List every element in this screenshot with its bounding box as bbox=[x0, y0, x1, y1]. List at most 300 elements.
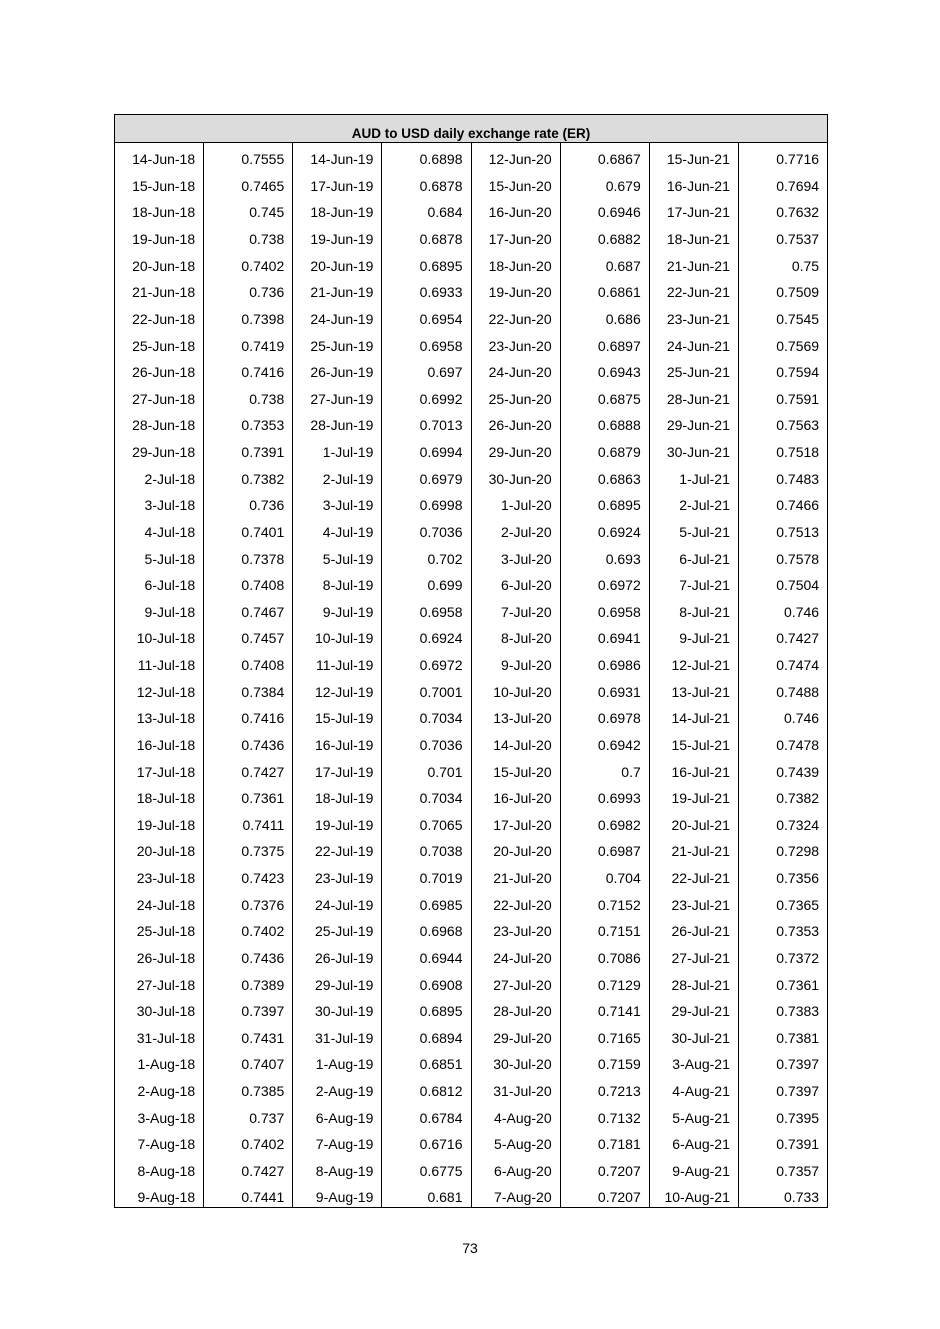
rate-cell: 0.7038 bbox=[382, 835, 471, 862]
date-cell: 4-Aug-20 bbox=[471, 1101, 560, 1128]
rate-cell: 0.746 bbox=[738, 702, 827, 729]
table-row bbox=[115, 356, 828, 383]
date-cell: 16-Jun-21 bbox=[649, 169, 738, 196]
date-cell: 25-Jun-19 bbox=[293, 329, 382, 356]
date-cell: 2-Aug-18 bbox=[115, 1074, 204, 1101]
date-cell: 1-Aug-19 bbox=[293, 1048, 382, 1075]
rate-cell: 0.7353 bbox=[738, 915, 827, 942]
rate-cell: 0.7298 bbox=[738, 835, 827, 862]
rate-cell: 0.6944 bbox=[382, 941, 471, 968]
date-cell: 9-Jul-18 bbox=[115, 595, 204, 622]
date-cell: 23-Jul-21 bbox=[649, 888, 738, 915]
date-cell: 20-Jun-18 bbox=[115, 249, 204, 276]
rate-cell: 0.7397 bbox=[738, 1048, 827, 1075]
date-cell: 14-Jul-21 bbox=[649, 702, 738, 729]
rate-cell: 0.7431 bbox=[204, 1021, 293, 1048]
rate-cell: 0.681 bbox=[382, 1181, 471, 1208]
table-row bbox=[115, 435, 828, 462]
date-cell: 18-Jul-19 bbox=[293, 782, 382, 809]
date-cell: 20-Jul-20 bbox=[471, 835, 560, 862]
date-cell: 12-Jul-21 bbox=[649, 648, 738, 675]
date-cell: 26-Jun-20 bbox=[471, 409, 560, 436]
date-cell: 30-Jul-20 bbox=[471, 1048, 560, 1075]
rate-cell: 0.6992 bbox=[382, 382, 471, 409]
rate-cell: 0.7357 bbox=[738, 1154, 827, 1181]
date-cell: 23-Jul-19 bbox=[293, 861, 382, 888]
rate-cell: 0.7408 bbox=[204, 569, 293, 596]
rate-cell: 0.7001 bbox=[382, 675, 471, 702]
date-cell: 29-Jun-20 bbox=[471, 435, 560, 462]
date-cell: 12-Jul-18 bbox=[115, 675, 204, 702]
date-cell: 28-Jul-21 bbox=[649, 968, 738, 995]
rate-cell: 0.7036 bbox=[382, 515, 471, 542]
date-cell: 20-Jul-21 bbox=[649, 808, 738, 835]
rate-cell: 0.6895 bbox=[382, 995, 471, 1022]
date-cell: 23-Jul-20 bbox=[471, 915, 560, 942]
rate-cell: 0.7383 bbox=[738, 995, 827, 1022]
rate-cell: 0.6879 bbox=[560, 435, 649, 462]
rate-cell: 0.7159 bbox=[560, 1048, 649, 1075]
table-row bbox=[115, 542, 828, 569]
date-cell: 1-Jul-19 bbox=[293, 435, 382, 462]
date-cell: 27-Jul-18 bbox=[115, 968, 204, 995]
rate-cell: 0.7467 bbox=[204, 595, 293, 622]
rate-cell: 0.7427 bbox=[204, 755, 293, 782]
table-row bbox=[115, 382, 828, 409]
date-cell: 7-Jul-21 bbox=[649, 569, 738, 596]
date-cell: 5-Jul-21 bbox=[649, 515, 738, 542]
date-cell: 1-Aug-18 bbox=[115, 1048, 204, 1075]
rate-cell: 0.7416 bbox=[204, 356, 293, 383]
rate-cell: 0.7036 bbox=[382, 728, 471, 755]
rate-cell: 0.7397 bbox=[738, 1074, 827, 1101]
date-cell: 15-Jun-20 bbox=[471, 169, 560, 196]
date-cell: 6-Aug-21 bbox=[649, 1128, 738, 1155]
date-cell: 22-Jun-18 bbox=[115, 302, 204, 329]
date-cell: 21-Jun-18 bbox=[115, 276, 204, 303]
date-cell: 22-Jun-21 bbox=[649, 276, 738, 303]
date-cell: 26-Jun-18 bbox=[115, 356, 204, 383]
table-row bbox=[115, 782, 828, 809]
rate-cell: 0.7427 bbox=[738, 622, 827, 649]
date-cell: 7-Aug-19 bbox=[293, 1128, 382, 1155]
date-cell: 29-Jul-21 bbox=[649, 995, 738, 1022]
date-cell: 27-Jul-20 bbox=[471, 968, 560, 995]
rate-cell: 0.6978 bbox=[560, 702, 649, 729]
date-cell: 24-Jun-21 bbox=[649, 329, 738, 356]
rate-cell: 0.6987 bbox=[560, 835, 649, 862]
date-cell: 22-Jul-19 bbox=[293, 835, 382, 862]
rate-cell: 0.6897 bbox=[560, 329, 649, 356]
rate-cell: 0.7488 bbox=[738, 675, 827, 702]
date-cell: 24-Jul-19 bbox=[293, 888, 382, 915]
rate-cell: 0.7384 bbox=[204, 675, 293, 702]
rate-cell: 0.702 bbox=[382, 542, 471, 569]
rate-cell: 0.6924 bbox=[382, 622, 471, 649]
rate-cell: 0.6982 bbox=[560, 808, 649, 835]
date-cell: 27-Jun-18 bbox=[115, 382, 204, 409]
rate-cell: 0.7427 bbox=[204, 1154, 293, 1181]
date-cell: 3-Aug-18 bbox=[115, 1101, 204, 1128]
date-cell: 9-Jul-19 bbox=[293, 595, 382, 622]
date-cell: 26-Jun-19 bbox=[293, 356, 382, 383]
rate-cell: 0.7207 bbox=[560, 1181, 649, 1208]
date-cell: 30-Jun-21 bbox=[649, 435, 738, 462]
table-row bbox=[115, 196, 828, 223]
date-cell: 3-Jul-18 bbox=[115, 489, 204, 516]
date-cell: 19-Jul-21 bbox=[649, 782, 738, 809]
rate-cell: 0.6895 bbox=[382, 249, 471, 276]
rate-cell: 0.738 bbox=[204, 382, 293, 409]
date-cell: 7-Jul-20 bbox=[471, 595, 560, 622]
rate-cell: 0.7474 bbox=[738, 648, 827, 675]
rate-cell: 0.7181 bbox=[560, 1128, 649, 1155]
rate-cell: 0.6972 bbox=[382, 648, 471, 675]
rate-cell: 0.7378 bbox=[204, 542, 293, 569]
table-row bbox=[115, 222, 828, 249]
date-cell: 17-Jun-19 bbox=[293, 169, 382, 196]
date-cell: 12-Jul-19 bbox=[293, 675, 382, 702]
date-cell: 9-Aug-21 bbox=[649, 1154, 738, 1181]
date-cell: 9-Jul-20 bbox=[471, 648, 560, 675]
rate-cell: 0.6958 bbox=[382, 595, 471, 622]
rate-cell: 0.6994 bbox=[382, 435, 471, 462]
rate-cell: 0.6968 bbox=[382, 915, 471, 942]
rate-cell: 0.7019 bbox=[382, 861, 471, 888]
date-cell: 17-Jun-20 bbox=[471, 222, 560, 249]
rate-cell: 0.7555 bbox=[204, 143, 293, 170]
rate-cell: 0.6878 bbox=[382, 222, 471, 249]
rate-cell: 0.7391 bbox=[738, 1128, 827, 1155]
date-cell: 29-Jun-21 bbox=[649, 409, 738, 436]
date-cell: 24-Jun-20 bbox=[471, 356, 560, 383]
date-cell: 6-Jul-18 bbox=[115, 569, 204, 596]
rate-cell: 0.7141 bbox=[560, 995, 649, 1022]
rate-cell: 0.7086 bbox=[560, 941, 649, 968]
date-cell: 4-Jul-19 bbox=[293, 515, 382, 542]
table-row bbox=[115, 1181, 828, 1208]
rate-cell: 0.7382 bbox=[738, 782, 827, 809]
rate-cell: 0.7716 bbox=[738, 143, 827, 170]
rate-cell: 0.6942 bbox=[560, 728, 649, 755]
table-title: AUD to USD daily exchange rate (ER) bbox=[115, 115, 828, 143]
rate-cell: 0.7132 bbox=[560, 1101, 649, 1128]
table-row bbox=[115, 1074, 828, 1101]
table-row bbox=[115, 835, 828, 862]
table-body bbox=[115, 143, 828, 1208]
date-cell: 21-Jul-20 bbox=[471, 861, 560, 888]
date-cell: 16-Jul-18 bbox=[115, 728, 204, 755]
date-cell: 20-Jun-19 bbox=[293, 249, 382, 276]
rate-cell: 0.7518 bbox=[738, 435, 827, 462]
date-cell: 26-Jul-18 bbox=[115, 941, 204, 968]
table-row bbox=[115, 755, 828, 782]
rate-cell: 0.6888 bbox=[560, 409, 649, 436]
rate-cell: 0.6943 bbox=[560, 356, 649, 383]
date-cell: 5-Aug-21 bbox=[649, 1101, 738, 1128]
date-cell: 4-Jul-18 bbox=[115, 515, 204, 542]
rate-cell: 0.7594 bbox=[738, 356, 827, 383]
rate-cell: 0.7389 bbox=[204, 968, 293, 995]
rate-cell: 0.7416 bbox=[204, 702, 293, 729]
date-cell: 8-Aug-18 bbox=[115, 1154, 204, 1181]
date-cell: 29-Jun-18 bbox=[115, 435, 204, 462]
rate-cell: 0.7398 bbox=[204, 302, 293, 329]
rate-cell: 0.7034 bbox=[382, 702, 471, 729]
exchange-rate-table bbox=[114, 114, 828, 1208]
table-row bbox=[115, 515, 828, 542]
table-row bbox=[115, 462, 828, 489]
date-cell: 31-Jul-20 bbox=[471, 1074, 560, 1101]
date-cell: 14-Jul-20 bbox=[471, 728, 560, 755]
rate-cell: 0.6716 bbox=[382, 1128, 471, 1155]
date-cell: 7-Aug-18 bbox=[115, 1128, 204, 1155]
rate-cell: 0.6895 bbox=[560, 489, 649, 516]
table-row bbox=[115, 569, 828, 596]
date-cell: 10-Aug-21 bbox=[649, 1181, 738, 1208]
date-cell: 11-Jul-19 bbox=[293, 648, 382, 675]
table-row bbox=[115, 648, 828, 675]
table-row bbox=[115, 169, 828, 196]
date-cell: 6-Aug-20 bbox=[471, 1154, 560, 1181]
rate-cell: 0.745 bbox=[204, 196, 293, 223]
date-cell: 26-Jul-19 bbox=[293, 941, 382, 968]
table-row bbox=[115, 888, 828, 915]
date-cell: 30-Jul-19 bbox=[293, 995, 382, 1022]
rate-cell: 0.7436 bbox=[204, 941, 293, 968]
table-row bbox=[115, 1021, 828, 1048]
table-row bbox=[115, 1101, 828, 1128]
date-cell: 16-Jun-20 bbox=[471, 196, 560, 223]
date-cell: 8-Jul-20 bbox=[471, 622, 560, 649]
date-cell: 11-Jul-18 bbox=[115, 648, 204, 675]
date-cell: 23-Jun-21 bbox=[649, 302, 738, 329]
rate-cell: 0.7423 bbox=[204, 861, 293, 888]
rate-cell: 0.693 bbox=[560, 542, 649, 569]
date-cell: 17-Jul-18 bbox=[115, 755, 204, 782]
rate-cell: 0.7376 bbox=[204, 888, 293, 915]
date-cell: 12-Jun-20 bbox=[471, 143, 560, 170]
date-cell: 21-Jul-21 bbox=[649, 835, 738, 862]
date-cell: 3-Aug-21 bbox=[649, 1048, 738, 1075]
date-cell: 2-Jul-21 bbox=[649, 489, 738, 516]
date-cell: 22-Jul-21 bbox=[649, 861, 738, 888]
rate-cell: 0.7407 bbox=[204, 1048, 293, 1075]
rate-cell: 0.7483 bbox=[738, 462, 827, 489]
date-cell: 9-Aug-19 bbox=[293, 1181, 382, 1208]
date-cell: 8-Aug-19 bbox=[293, 1154, 382, 1181]
date-cell: 18-Jun-19 bbox=[293, 196, 382, 223]
rate-cell: 0.679 bbox=[560, 169, 649, 196]
date-cell: 18-Jun-21 bbox=[649, 222, 738, 249]
date-cell: 23-Jun-20 bbox=[471, 329, 560, 356]
date-cell: 25-Jun-21 bbox=[649, 356, 738, 383]
date-cell: 15-Jun-21 bbox=[649, 143, 738, 170]
rate-cell: 0.6941 bbox=[560, 622, 649, 649]
rate-cell: 0.684 bbox=[382, 196, 471, 223]
date-cell: 19-Jun-20 bbox=[471, 276, 560, 303]
date-cell: 17-Jun-21 bbox=[649, 196, 738, 223]
rate-cell: 0.75 bbox=[738, 249, 827, 276]
date-cell: 17-Jul-20 bbox=[471, 808, 560, 835]
date-cell: 10-Jul-19 bbox=[293, 622, 382, 649]
rate-cell: 0.7213 bbox=[560, 1074, 649, 1101]
rate-cell: 0.6924 bbox=[560, 515, 649, 542]
rate-cell: 0.686 bbox=[560, 302, 649, 329]
rate-cell: 0.701 bbox=[382, 755, 471, 782]
date-cell: 28-Jul-20 bbox=[471, 995, 560, 1022]
rate-cell: 0.6985 bbox=[382, 888, 471, 915]
table-row bbox=[115, 249, 828, 276]
rate-cell: 0.7569 bbox=[738, 329, 827, 356]
rate-cell: 0.7353 bbox=[204, 409, 293, 436]
rate-cell: 0.7478 bbox=[738, 728, 827, 755]
rate-cell: 0.6894 bbox=[382, 1021, 471, 1048]
date-cell: 19-Jul-19 bbox=[293, 808, 382, 835]
rate-cell: 0.746 bbox=[738, 595, 827, 622]
table-row bbox=[115, 915, 828, 942]
rate-cell: 0.6861 bbox=[560, 276, 649, 303]
date-cell: 2-Jul-20 bbox=[471, 515, 560, 542]
rate-cell: 0.6979 bbox=[382, 462, 471, 489]
rate-cell: 0.7439 bbox=[738, 755, 827, 782]
date-cell: 21-Jun-21 bbox=[649, 249, 738, 276]
date-cell: 2-Jul-18 bbox=[115, 462, 204, 489]
date-cell: 3-Jul-19 bbox=[293, 489, 382, 516]
rate-cell: 0.6986 bbox=[560, 648, 649, 675]
rate-cell: 0.6867 bbox=[560, 143, 649, 170]
rate-cell: 0.687 bbox=[560, 249, 649, 276]
rate-cell: 0.7466 bbox=[738, 489, 827, 516]
rate-cell: 0.7509 bbox=[738, 276, 827, 303]
page-number: 73 bbox=[462, 1240, 478, 1256]
date-cell: 15-Jul-20 bbox=[471, 755, 560, 782]
date-cell: 25-Jul-18 bbox=[115, 915, 204, 942]
date-cell: 24-Jul-20 bbox=[471, 941, 560, 968]
rate-cell: 0.7324 bbox=[738, 808, 827, 835]
date-cell: 18-Jun-18 bbox=[115, 196, 204, 223]
rate-cell: 0.7436 bbox=[204, 728, 293, 755]
date-cell: 2-Aug-19 bbox=[293, 1074, 382, 1101]
date-cell: 25-Jun-18 bbox=[115, 329, 204, 356]
table-row bbox=[115, 276, 828, 303]
date-cell: 30-Jul-21 bbox=[649, 1021, 738, 1048]
date-cell: 13-Jul-20 bbox=[471, 702, 560, 729]
rate-cell: 0.7013 bbox=[382, 409, 471, 436]
date-cell: 3-Jul-20 bbox=[471, 542, 560, 569]
rate-cell: 0.733 bbox=[738, 1181, 827, 1208]
rate-cell: 0.6954 bbox=[382, 302, 471, 329]
date-cell: 22-Jul-20 bbox=[471, 888, 560, 915]
date-cell: 14-Jun-19 bbox=[293, 143, 382, 170]
rate-cell: 0.7361 bbox=[204, 782, 293, 809]
date-cell: 10-Jul-20 bbox=[471, 675, 560, 702]
date-cell: 8-Jul-19 bbox=[293, 569, 382, 596]
date-cell: 21-Jun-19 bbox=[293, 276, 382, 303]
table-row bbox=[115, 409, 828, 436]
date-cell: 31-Jul-18 bbox=[115, 1021, 204, 1048]
date-cell: 24-Jun-19 bbox=[293, 302, 382, 329]
rate-cell: 0.6863 bbox=[560, 462, 649, 489]
date-cell: 22-Jun-20 bbox=[471, 302, 560, 329]
rate-cell: 0.6946 bbox=[560, 196, 649, 223]
rate-cell: 0.7152 bbox=[560, 888, 649, 915]
rate-cell: 0.699 bbox=[382, 569, 471, 596]
rate-cell: 0.7034 bbox=[382, 782, 471, 809]
table-row bbox=[115, 489, 828, 516]
rate-cell: 0.7402 bbox=[204, 249, 293, 276]
rate-cell: 0.7375 bbox=[204, 835, 293, 862]
table-row bbox=[115, 968, 828, 995]
table-row bbox=[115, 675, 828, 702]
date-cell: 5-Aug-20 bbox=[471, 1128, 560, 1155]
rate-cell: 0.7419 bbox=[204, 329, 293, 356]
date-cell: 13-Jul-21 bbox=[649, 675, 738, 702]
rate-cell: 0.7504 bbox=[738, 569, 827, 596]
date-cell: 16-Jul-21 bbox=[649, 755, 738, 782]
date-cell: 25-Jun-20 bbox=[471, 382, 560, 409]
rate-cell: 0.7591 bbox=[738, 382, 827, 409]
date-cell: 30-Jul-18 bbox=[115, 995, 204, 1022]
table-row bbox=[115, 143, 828, 170]
date-cell: 27-Jul-21 bbox=[649, 941, 738, 968]
rate-cell: 0.697 bbox=[382, 356, 471, 383]
rate-cell: 0.7545 bbox=[738, 302, 827, 329]
date-cell: 18-Jun-20 bbox=[471, 249, 560, 276]
rate-cell: 0.6998 bbox=[382, 489, 471, 516]
rate-cell: 0.7165 bbox=[560, 1021, 649, 1048]
rate-cell: 0.7694 bbox=[738, 169, 827, 196]
rate-cell: 0.7382 bbox=[204, 462, 293, 489]
rate-cell: 0.7578 bbox=[738, 542, 827, 569]
date-cell: 7-Aug-20 bbox=[471, 1181, 560, 1208]
rate-cell: 0.7129 bbox=[560, 968, 649, 995]
rate-cell: 0.7411 bbox=[204, 808, 293, 835]
rate-cell: 0.6851 bbox=[382, 1048, 471, 1075]
date-cell: 1-Jul-20 bbox=[471, 489, 560, 516]
date-cell: 1-Jul-21 bbox=[649, 462, 738, 489]
table-row bbox=[115, 595, 828, 622]
rate-cell: 0.7401 bbox=[204, 515, 293, 542]
rate-cell: 0.6812 bbox=[382, 1074, 471, 1101]
rate-cell: 0.7402 bbox=[204, 1128, 293, 1155]
date-cell: 19-Jun-19 bbox=[293, 222, 382, 249]
rate-cell: 0.704 bbox=[560, 861, 649, 888]
table-row bbox=[115, 302, 828, 329]
table-row bbox=[115, 622, 828, 649]
date-cell: 16-Jul-19 bbox=[293, 728, 382, 755]
rate-cell: 0.736 bbox=[204, 489, 293, 516]
date-cell: 13-Jul-18 bbox=[115, 702, 204, 729]
rate-cell: 0.7151 bbox=[560, 915, 649, 942]
table-row bbox=[115, 329, 828, 356]
rate-cell: 0.737 bbox=[204, 1101, 293, 1128]
rate-cell: 0.7513 bbox=[738, 515, 827, 542]
rate-cell: 0.7361 bbox=[738, 968, 827, 995]
date-cell: 15-Jul-19 bbox=[293, 702, 382, 729]
rate-cell: 0.6784 bbox=[382, 1101, 471, 1128]
date-cell: 18-Jul-18 bbox=[115, 782, 204, 809]
rate-cell: 0.6931 bbox=[560, 675, 649, 702]
rate-cell: 0.6958 bbox=[382, 329, 471, 356]
table-row bbox=[115, 995, 828, 1022]
rate-cell: 0.7385 bbox=[204, 1074, 293, 1101]
rate-cell: 0.7381 bbox=[738, 1021, 827, 1048]
rate-cell: 0.7408 bbox=[204, 648, 293, 675]
date-cell: 24-Jul-18 bbox=[115, 888, 204, 915]
rate-cell: 0.6908 bbox=[382, 968, 471, 995]
date-cell: 6-Aug-19 bbox=[293, 1101, 382, 1128]
